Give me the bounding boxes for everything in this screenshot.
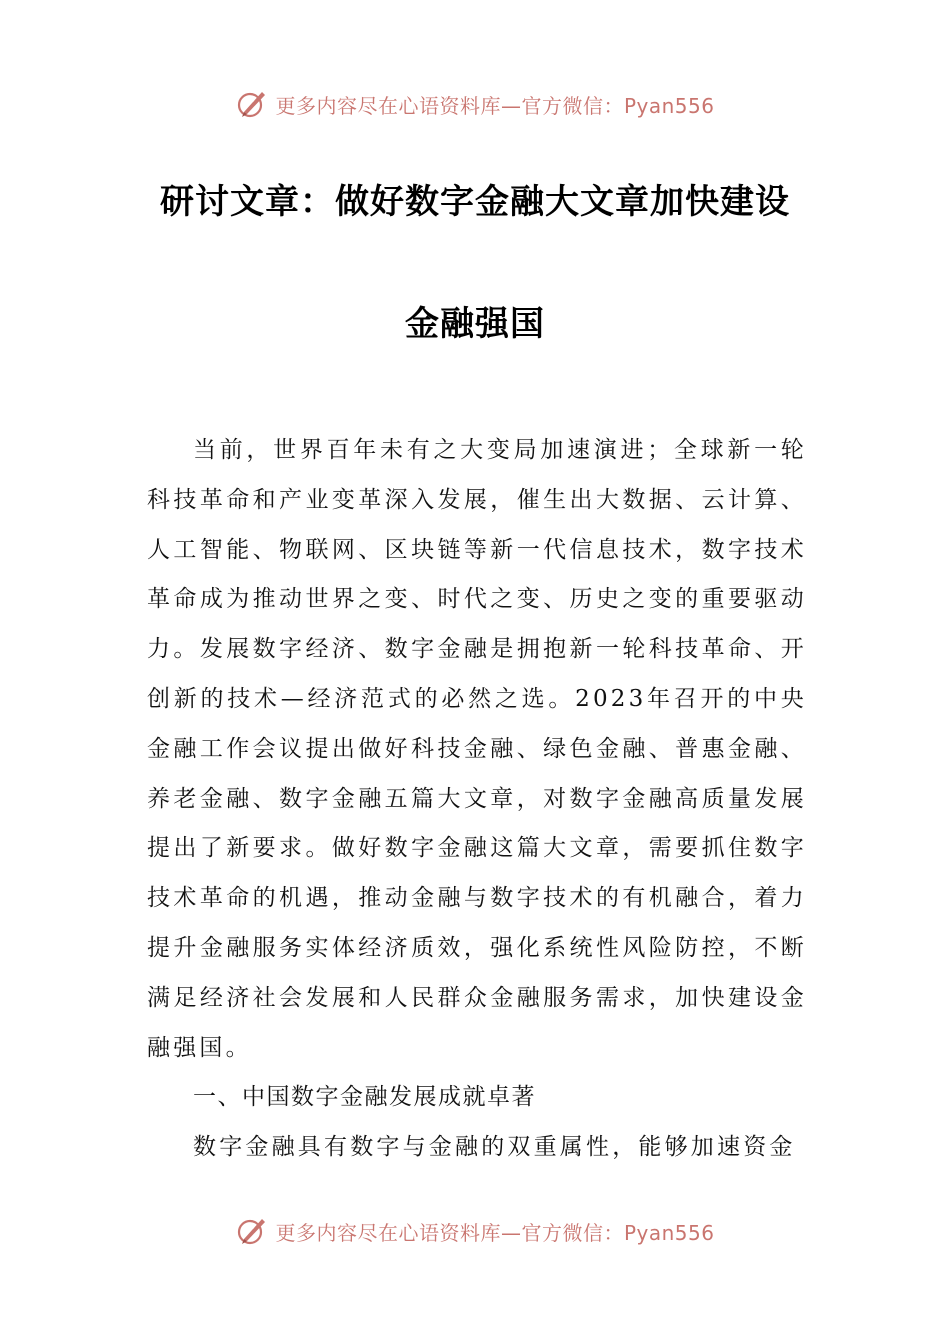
banner-site-name: 更多内容尽在心语资料库 — [275, 93, 501, 118]
document-title-line-1: 研讨文章：做好数字金融大文章加快建设 — [160, 182, 790, 222]
document-body — [147, 426, 807, 1173]
header-watermark-banner — [0, 84, 950, 124]
body-paragraph-2: 数字金融具有数字与金融的双重属性，能够加速资金 — [193, 1134, 796, 1161]
section-heading-1: 一、中国数字金融发展成就卓著 — [193, 1084, 536, 1111]
body-paragraph-1: 当前，世界百年未有之大变局加速演进；全球新一轮科技革命和产业变革深入发展，催生出大数据、云计算、人工智能、物联网、区块链等新一代信息技术，数字技术革命成为推动世界之变、时代之变、历史之变的重要驱动力。发展数字经济、数字金融是拥抱新一轮科技革命、开创新的技术—经济范式的必然之选。2023年召开的中央金融工作会议提出做好科技金融、绿色金融、普惠金融、养老金融、数字金融五篇大文章，对数字金融高质量发展提出了新要求。做好数字金融这篇大文章，需要抓住数字技术革命的机遇，推动金融与数字技术的有机融合，着力提升金融服务实体经济质效，强化系统性风险防控，不断满足经济社会发展和人民群众金融服务需求，加快建设金融强国。 — [147, 437, 807, 1061]
banner-wechat-id: 官方微信：Pyan556 — [521, 1220, 715, 1245]
banner-separator: — — [500, 93, 522, 118]
banner-site-name: 更多内容尽在心语资料库 — [275, 1220, 501, 1245]
banner-text — [275, 90, 714, 119]
banner-separator: — — [500, 1220, 522, 1245]
quill-seal-icon — [235, 1214, 269, 1248]
document-title-line-2: 金融强国 — [405, 304, 545, 344]
quill-seal-icon — [235, 87, 269, 121]
banner-wechat-id: 官方微信：Pyan556 — [521, 93, 715, 118]
footer-watermark-banner — [0, 1211, 950, 1251]
banner-text — [275, 1217, 714, 1246]
